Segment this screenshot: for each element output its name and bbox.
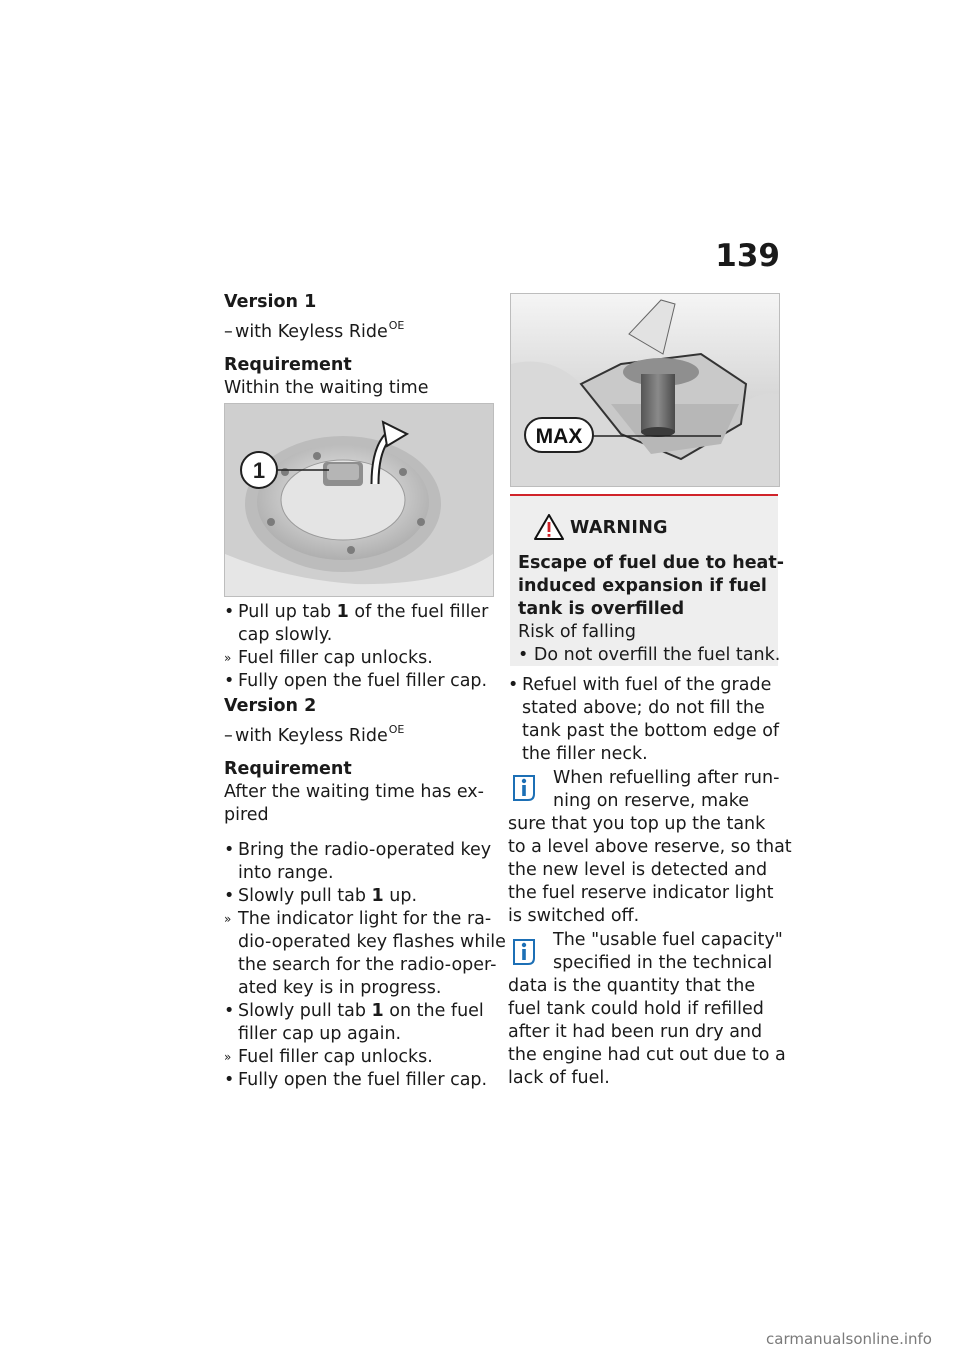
step-pull-tab: • Pull up tab 1 of the fuel filler cap slowly. bbox=[224, 602, 489, 645]
result-indicator-flashes: » The indicator light for the ra- dio-operated key flashes while the search for the radio-oper- ated key is in progress. bbox=[224, 909, 506, 998]
warning-risk: Risk of falling bbox=[518, 622, 636, 642]
page-number: 139 bbox=[715, 238, 780, 274]
version2-requirement-title: Requirement bbox=[224, 759, 352, 779]
info-text-1: When refuelling after run- ning on reserve, make sure that you top up the tank to a level above reserve, so that the new level is detected and the fuel reserve indicator light is switched off. bbox=[508, 768, 792, 926]
warning-heading-l3: tank is overfilled bbox=[518, 599, 685, 619]
version1-steps bbox=[224, 601, 496, 693]
fuel-cap-figure bbox=[224, 403, 494, 597]
warning-heading-l2: induced expansion if fuel bbox=[518, 576, 767, 596]
result-cap-unlocks-2: » Fuel filler cap unlocks. bbox=[224, 1047, 433, 1067]
warning-action: • Do not overfill the fuel tank. bbox=[518, 645, 781, 665]
step-refuel: • Refuel with fuel of the grade stated above; do not fill the tank past the bottom edge of the filler neck. bbox=[508, 675, 780, 764]
step-slowly-pull: • Slowly pull tab 1 up. bbox=[224, 886, 418, 906]
info-text-2: The "usable fuel capacity" specified in the technical data is the quantity that the fuel tank could hold if refilled after it had been run dry and the engine had cut out due to a lack of fuel. bbox=[508, 930, 786, 1088]
step-open-cap: • Fully open the fuel filler cap. bbox=[224, 671, 488, 691]
version1-title: Version 1 bbox=[224, 292, 317, 312]
version1-condition: – with Keyless Ride$^{OE}$ bbox=[224, 319, 405, 342]
left-column bbox=[224, 291, 496, 400]
step-open-cap-2: • Fully open the fuel filler cap. bbox=[224, 1070, 488, 1090]
version1-requirement-title: Requirement bbox=[224, 355, 352, 375]
warning-title: WARNING bbox=[570, 518, 668, 538]
warning-box bbox=[510, 494, 784, 666]
fuel-cap-illustration bbox=[225, 404, 493, 596]
version2-title: Version 2 bbox=[224, 696, 317, 716]
version2-requirement-l2: pired bbox=[224, 805, 269, 825]
figure-label-max: MAX bbox=[535, 425, 583, 448]
footer-watermark[interactable]: carmanualsonline.info bbox=[766, 1330, 932, 1348]
result-cap-unlocks: » Fuel filler cap unlocks. bbox=[224, 648, 433, 668]
warning-body bbox=[518, 552, 784, 667]
figure-label-1: 1 bbox=[252, 458, 266, 483]
version2-condition: – with Keyless Ride$^{OE}$ bbox=[224, 723, 405, 746]
filler-neck-figure bbox=[510, 293, 780, 487]
version2-section bbox=[224, 695, 506, 1092]
filler-neck-illustration bbox=[511, 294, 779, 486]
step-pull-again: • Slowly pull tab 1 on the fuel filler cap up again. bbox=[224, 1001, 484, 1044]
version2-requirement-l1: After the waiting time has ex- bbox=[224, 782, 484, 802]
warning-heading-l1: Escape of fuel due to heat- bbox=[518, 553, 784, 573]
warning-triangle-icon bbox=[534, 514, 564, 544]
version1-requirement-text: Within the waiting time bbox=[224, 378, 429, 398]
step-bring-key: • Bring the radio-operated key into range. bbox=[224, 840, 492, 883]
